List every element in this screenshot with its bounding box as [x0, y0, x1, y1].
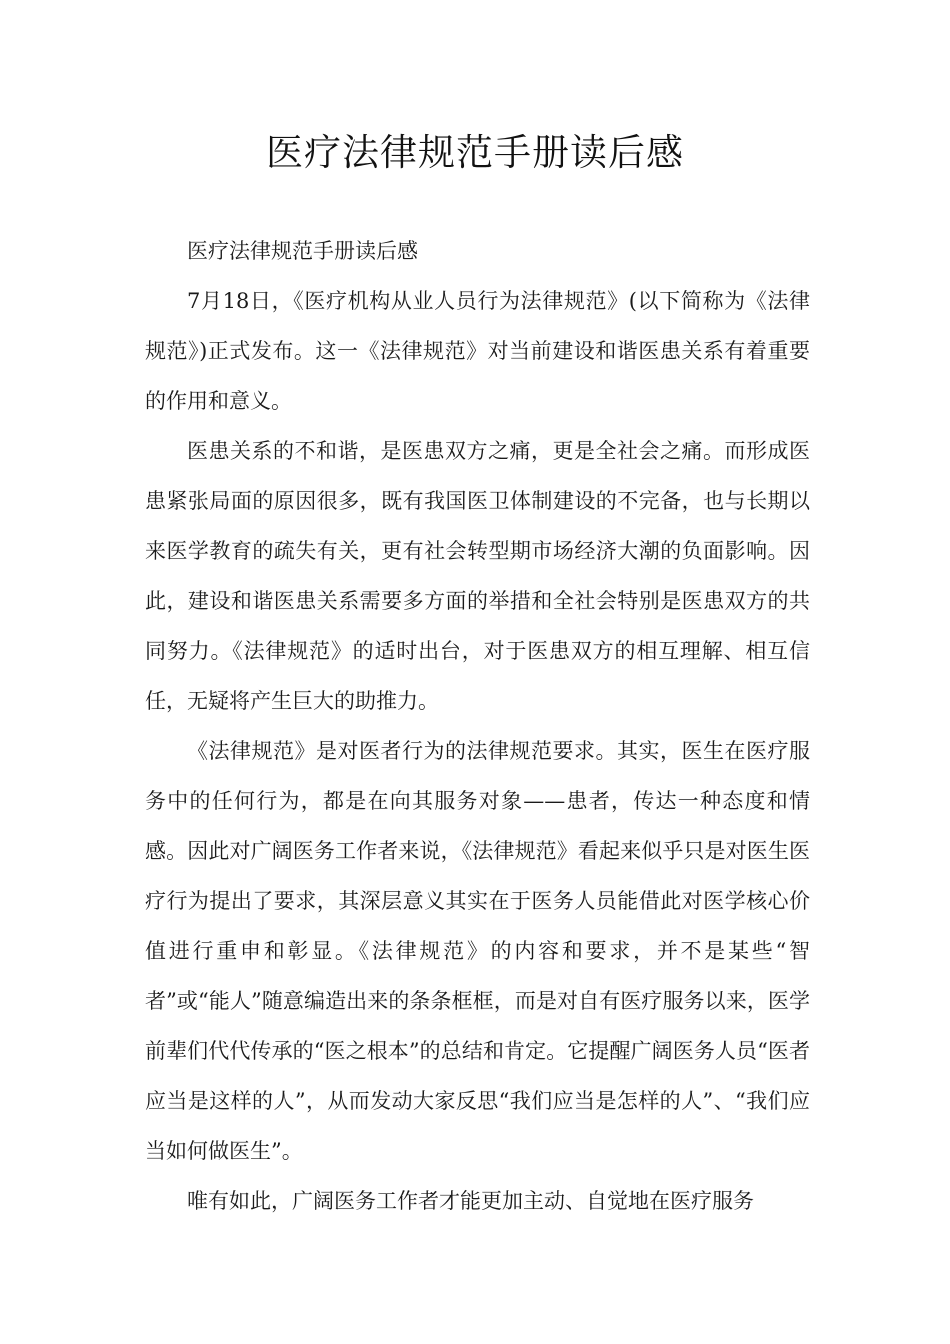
paragraph-subtitle: 医疗法律规范手册读后感	[187, 239, 418, 263]
paragraph-conclusion: 唯有如此，广阔医务工作者才能更加主动、自觉地在医疗服务	[187, 1189, 754, 1213]
document-body	[145, 226, 810, 1226]
paragraph-relationship: 医患关系的不和谐，是医患双方之痛，更是全社会之痛。而形成医患紧张局面的原因很多，既有我国医卫体制建设的不完备，也与长期以来医学教育的疏失有关，更有社会转型期市场经济大潮的负面影响。因此，建设和谐医患关系需要多方面的举措和全社会特别是医患双方的共同努力。《法律规范》的适时出台，对于医患双方的相互理解、相互信任，无疑将产生巨大的助推力。	[145, 439, 810, 713]
paragraph-norms: 《法律规范》是对医者行为的法律规范要求。其实，医生在医疗服务中的任何行为，都是在向其服务对象——患者，传达一种态度和情感。因此对广阔医务工作者来说，《法律规范》看起来似乎只是对医生医疗行为提出了要求，其深层意义其实在于医务人员能借此对医学核心价值进行重申和彰显。《法律规范》的内容和要求，并不是某些“智者”或“能人”随意编造出来的条条框框，而是对自有医疗服务以来，医学前辈们代代传承的“医之根本”的总结和肯定。它提醒广阔医务人员“医者应当是这样的人”，从而发动大家反思“我们应当是怎样的人”、“我们应当如何做医生”。	[145, 739, 810, 1163]
document-title: 医疗法律规范手册读后感	[266, 131, 684, 174]
paragraph-intro: 7月18日，《医疗机构从业人员行为法律规范》(以下简称为《法律规范》)正式发布。这一《法律规范》对当前建设和谐医患关系有着重要的作用和意义。	[145, 289, 810, 413]
